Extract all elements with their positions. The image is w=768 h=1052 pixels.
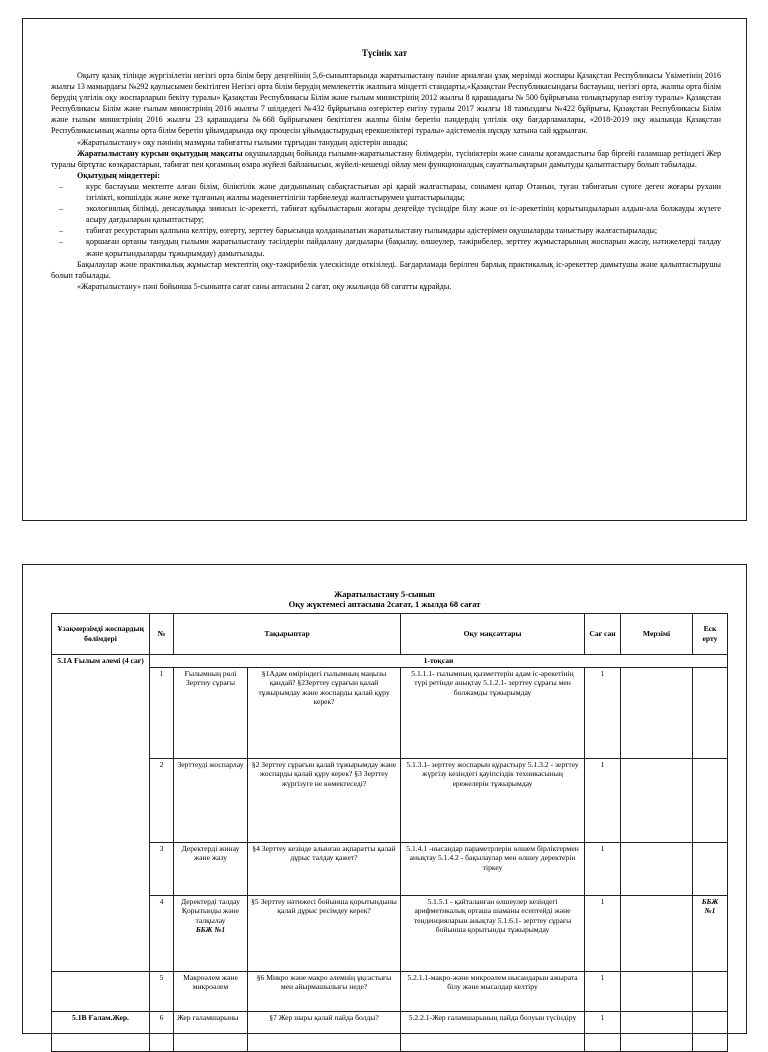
row-subtopic: Ғылымның рөлі Зерттеу сұрағы xyxy=(174,667,248,758)
plan-subtitle: Оқу жүктемесі аптасына 2сағат, 1 жылда 68 сағат xyxy=(288,599,481,609)
row-topic: §2 Зерттеу сұрағын қалай тұжырымдау және жоспарды қалай құру керек? §3 Зерттеу жүргізуге не көмектеседі? xyxy=(248,758,401,842)
plan-table xyxy=(51,613,728,1052)
table-row xyxy=(52,667,728,758)
explanatory-note-page xyxy=(22,18,747,521)
row-num: 4 xyxy=(150,895,174,971)
quarter-row xyxy=(52,655,728,668)
note-practical: Бақылаулар және практикалық жұмыстар мектептің оқу-тәжірибелік үлескісінде өткізіледі. Бағдарламада берілген барлық практикалық іс-әрекеттер дамытушы және қалыптастырушы болып табылады. xyxy=(51,259,721,280)
row-note xyxy=(693,971,728,1011)
row-hours: 1 xyxy=(585,971,621,1011)
tasks-heading: Оқытудың міндеттері: xyxy=(77,170,160,180)
row-num: 5 xyxy=(150,971,174,1011)
row-subtopic: Жер ғаламшарыны xyxy=(174,1011,248,1051)
table-row xyxy=(52,758,728,842)
row-topic: §5 Зерттеу нәтижесі бойынша қорытындыны қалай дұрыс ресімдеу керек? xyxy=(248,895,401,971)
row-hours: 1 xyxy=(585,667,621,758)
tasks-list xyxy=(51,181,721,259)
row-date xyxy=(621,895,693,971)
row-objective: 5.2.2.1-Жер ғаламшарының пайда болуын түсіндіру xyxy=(401,1011,585,1051)
quarter-label: 1-тоқсан xyxy=(150,655,728,668)
row-note xyxy=(693,758,728,842)
task-item: – курс бастауыш мектепте алған білім, біліктілік және дағдынының сабақтастығын әрі қарай жалғастыраы, сонымен қатар Отанын, туған табиғатын сүюге деген жоғары рухани ізгілікті, көпшілдік және жеке тұлғаның жалпы мәдениеттілігін тәрбиелеуді жалғастырумен ұштастырылады; xyxy=(59,181,721,203)
note-title: Түсінік хат xyxy=(361,48,408,58)
section-empty-cell xyxy=(52,971,150,1011)
header-row xyxy=(52,614,728,655)
row-objective: 5.2.1.1-макро-және микроәлем нысандарын ажырата білу және мысалдар келтіру xyxy=(401,971,585,1011)
row-num: 3 xyxy=(150,842,174,895)
row-topic: §7 Жер шары қалай пайда болды? xyxy=(248,1011,401,1051)
header-note: Еск ерту xyxy=(693,614,728,655)
header-topics: Тақырыптар xyxy=(174,614,401,655)
note-goal xyxy=(51,148,721,170)
goal-label: Жаратылыстану курсын оқытудың мақсаты xyxy=(77,148,243,158)
note-intro: Оқыту қазақ тілінде жүргізілетін негізгі орта білім беру деңгейінің 5,6-сыныптарында жаратылыстану пәніне арналған ұзақ мерзімді жоспары Қазақстан Республикасы Үкіметінің 2016 жылғы 13 мамырдағы №292 қаулысымен бекітілген Негізгі орта білім берудің мемлекеттік жалпыға міндетті стандарты,«Қазақстан Республикасындағы бастауыш, негізгі орта, жалпы орта білім берудің үлгілік оқу жоспарларын бекіту туралы» Қазақстан Республикасы Білім және ғылым министрінің 2012 жылғы 8 қарашадағы № 500 бұйрығына толықтырулар енгізу туралы» Қазақстан Республикасы Білім және ғылым министрінің 2016 жылғы 7 шілдедегі №432 бұйрығына өзгерістер енгізу туралы 2017 жылғы 18 тамыздағы №422 бұйрығы, Қазақстан Республикасы Білім және ғылым министрінің 2016 жылғы 23 қарашадағы №668 бұйрығымен бекітілген жалпы білім беретін пәндердің үлгілік оқу бағдарламалары, «2018-2019 оқу жылында Қазақстан Республикасының жалпы орта білім беретін ұйымдарында оқу процесін ұйымдастырудың ерекшеліктері туралы» әдістемелік нұсқау хатына сай құрылған. xyxy=(51,71,721,136)
task-item: – экологиялық білімді, денсаулыққа зиянсыз іс-әрекетті, табиғат құбылыстарын жоғары деңгейде түсіндіре білу және өз іс-әрекетінің қорытындыларын алдын-ала болжауды жүзеге асыру дағдыларын қалыптастыру; xyxy=(59,204,721,225)
row-objective: 5.1.5.1 - қайталанған өлшеулер кезіндегі арифметикалық орташа шаманы есептейді және тенденцияларын анықтау 5.1.6.1- зерттеу сұрағы бойынша қорытынды тұжырымдау xyxy=(401,895,585,971)
row-subtopic: Деректерді жинау және жазу xyxy=(174,842,248,895)
row-topic: §4 Зерттеу кезінде алынған ақпаратты қалай дұрыс талдау қажет? xyxy=(248,842,401,895)
note-body xyxy=(51,70,721,292)
row-hours: 1 xyxy=(585,895,621,971)
section-b-cell: 5.1В Ғалам.Жер. xyxy=(52,1011,150,1051)
row-note xyxy=(693,842,728,895)
table-row xyxy=(52,895,728,971)
note-hours: «Жаратылыстану» пәні бойынша 5-сыныпта сағат саны аптасына 2 сағат, оқу жылында 68 сағатты құрайды. xyxy=(77,281,452,291)
bbzh-label: ББЖ №1 xyxy=(195,925,226,935)
task-item: – қоршаған ортаны танудың ғылыми жаратылыстану тәсілдерін пайдалану дағдылары (бақылау, өлшеулер, тәжірибелер, зерттеу жұмыстарының жоспарын жасау, нәтижелерді талдау және қорытындыларды тұжырымдау) дамытылады. xyxy=(59,237,721,258)
plan-page xyxy=(22,564,747,1034)
task-item: – табиғат ресурстарын қалпына келтіру, өзгерту, зерттеу барысында қолданылатын жаратылыстану ғылымдары әдістерімен оқушыларды таныстыру жалғастырылады; xyxy=(59,226,658,236)
row-subtopic: Деректерді талдау Қорытынды және талқылау ББЖ №1 xyxy=(174,895,248,971)
row-date xyxy=(621,971,693,1011)
table-row xyxy=(52,842,728,895)
header-num: № xyxy=(150,614,174,655)
row-hours: 1 xyxy=(585,1011,621,1051)
table-row xyxy=(52,1011,728,1051)
goal-text: оқушылардың бойында ғылыми-жаратылыстану білімдерін, түсініктерін және саналы қоғамдастығы бар біргейі ғаламшар ретіндегі Жер туралы біртұтас көзқарастарын, табиғат пен қоғамның өзара жүйелі байланысын, жүйелі-кешенді ойлау мен функционалдық сауаттылықтарын дамытуды қалыптастыру болып табылады. xyxy=(51,148,721,169)
row-date xyxy=(621,667,693,758)
row-date xyxy=(621,758,693,842)
row-subtopic: Зерттеуді жоспарлау xyxy=(174,758,248,842)
header-section: Ұзақмерзімді жоспардың бөлімдері xyxy=(52,614,150,655)
header-hours: Сағ сан xyxy=(585,614,621,655)
plan-title: Жаратылыстану 5-сынып xyxy=(334,589,435,599)
table-row xyxy=(52,971,728,1011)
row-note xyxy=(693,667,728,758)
row-note xyxy=(693,1011,728,1051)
row-objective: 5.1.1.1- ғылымның қызметтерін адам іс-әрекетінің түрі ретінде анықтау 5.1.2.1- зерттеу сұрағы мен болжамды тұжырымдау xyxy=(401,667,585,758)
header-date: Мерзімі xyxy=(621,614,693,655)
row-topic: §6 Микро және макро әлемнің ұқсастығы мен айырмашылығы неде? xyxy=(248,971,401,1011)
row-objective: 5.1.3.1- зерттеу жоспарын құрастыру 5.1.3.2 - зерттеу жүргізу кезіндегі қауіпсіздік техникасының ережелерін тұжырымдау xyxy=(401,758,585,842)
header-objectives: Оқу мақсаттары xyxy=(401,614,585,655)
row-hours: 1 xyxy=(585,842,621,895)
row-note: ББЖ №1 xyxy=(693,895,728,971)
row-hours: 1 xyxy=(585,758,621,842)
row-topic: §1Адам өміріндегі ғылымның маңызы қандай? §2Зерттеу сұрағын қалай тұжырымдау және жоспарды қалай құру керек? xyxy=(248,667,401,758)
row-num: 1 xyxy=(150,667,174,758)
row-date xyxy=(621,1011,693,1051)
row-num: 6 xyxy=(150,1011,174,1051)
section-a-cell: 5.1А Ғылым әлемі (4 сағ) xyxy=(52,655,150,972)
row-subtopic: Макроәлем және микроәлем xyxy=(174,971,248,1011)
row-objective: 5.1.4.1 -нысандар параметрлерін өлшем бірліктермен анықтау 5.1.4.2 - бақылаулар мен өлшеу деректерін тіркеу xyxy=(401,842,585,895)
note-essence: «Жаратылыстану» оқу пәнінің мазмұны табиғатты ғылыми тұрғыдан танудың әдістерін ашады; xyxy=(77,137,408,147)
row-num: 2 xyxy=(150,758,174,842)
row-date xyxy=(621,842,693,895)
